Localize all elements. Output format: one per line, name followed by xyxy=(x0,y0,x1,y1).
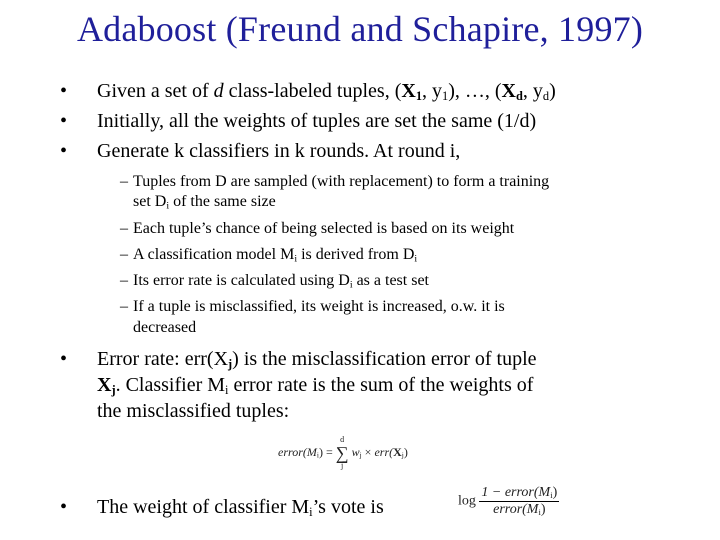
bullet-marker: • xyxy=(60,140,68,162)
sub-bullet-misclassified: If a tuple is misclassified, its weight is increased, o.w. it is xyxy=(133,298,505,315)
bullet-vote-weight: The weight of classifier $M_i’s$ vote is xyxy=(97,496,384,520)
dash-marker: – xyxy=(120,246,128,263)
bullet-marker: • xyxy=(60,110,68,132)
dash-marker: – xyxy=(120,298,128,315)
bullet-error-rate: Error rate: $err(X_j)$ is the misclassification error of tuple xyxy=(97,348,537,372)
bullet-generate-classifiers: Generate k classifiers in k rounds. At round i, xyxy=(97,140,461,162)
dash-marker: – xyxy=(120,220,128,237)
sub-bullet-sampling: Tuples from D are sampled (with replacement) to form a training xyxy=(133,173,550,190)
bullet-error-rate-cont: $X_j$. Classifier $M_i$ error rate is the sum of the weights of xyxy=(97,374,534,398)
sub-bullet-misclassified-cont: decreased xyxy=(133,319,197,336)
sub-bullet-model: A classification model $M_i$ is derived from $D_i$ xyxy=(133,246,418,265)
error-rate-formula: $error(M_i)$ = d ∑ j $w_j \times err(X_j)$ xyxy=(278,435,408,470)
vote-weight-formula: log $\frac{1 - error(M_i)}{error(M_i)}$ xyxy=(458,485,558,518)
bullet-error-rate-cont2: the misclassified tuples: xyxy=(97,400,290,422)
sub-bullet-error-rate: Its error rate is calculated using $D_i$ as a test set xyxy=(133,272,429,291)
bullet-marker: • xyxy=(60,348,68,370)
sub-bullet-sampling-cont: set $D_i$ of the same size xyxy=(133,193,276,212)
dash-marker: – xyxy=(120,173,128,190)
bullet-marker: • xyxy=(60,496,68,518)
slide-title: Adaboost (Freund and Schapire, 1997) xyxy=(76,9,644,49)
dash-marker: – xyxy=(120,272,128,289)
bullet-given-tuples: Given a set of d class-labeled tuples, ($X_1$, $y_1$), …, ($X_d$, $y_d$) xyxy=(97,80,556,104)
bullet-marker: • xyxy=(60,80,68,102)
bullet-initial-weights: Initially, all the weights of tuples are set the same (1/d) xyxy=(97,110,537,132)
sub-bullet-chance: Each tuple’s chance of being selected is based on its weight xyxy=(133,220,515,237)
